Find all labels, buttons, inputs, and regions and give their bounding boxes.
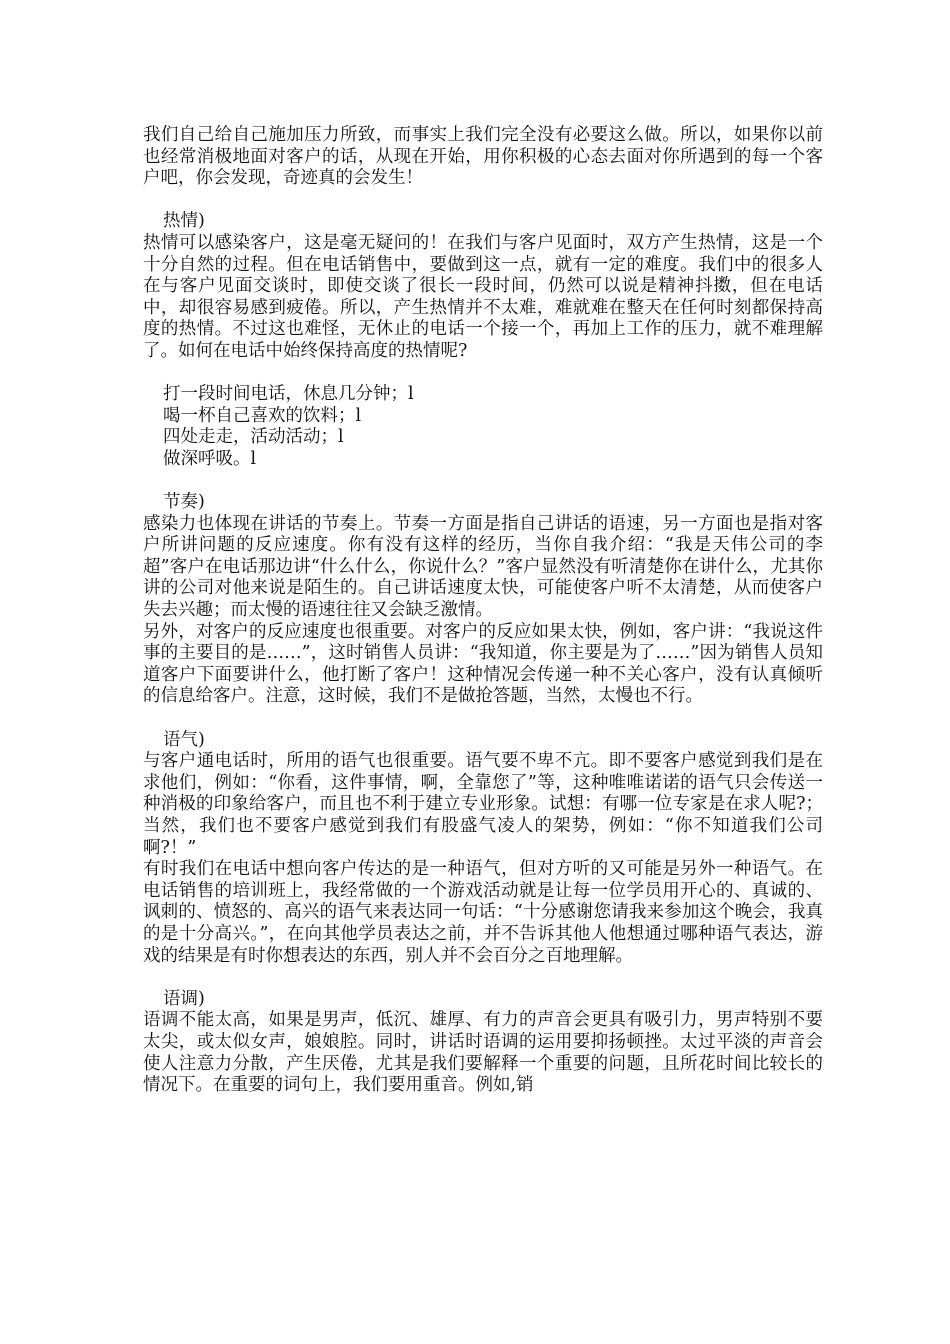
section-paragraph: 语调不能太高，如果是男声，低沉、雄厚、有力的声音会更具有吸引力，男声特别不要太尖，或太似女声，娘娘腔。同时，讲话时语调的运用要抑扬顿挫。太过平淡的声音会使人注意力分散，产生厌倦，尤其是我们要解释一个重要的问题，且所花时间比较长的情况下。在重要的词句上，我们要用重音。例如,销	[143, 1010, 823, 1096]
list-item: 打一段时间电话，休息几分钟；l	[163, 384, 414, 405]
section-heading: 语气)	[163, 729, 205, 750]
tips-list	[143, 384, 823, 470]
section-paragraph: 感染力也体现在讲话的节奏上。节奏一方面是指自己讲话的语速，另一方面也是指对客户所讲问题的反应速度。你有没有这样的经历，当你自我介绍：“我是天伟公司的李超”客户在电话那边讲“什么什么，你说什么？”客户显然没有听清楚你在讲什么，尤其你讲的公司对他来说是陌生的。自己讲话速度太快，可能使客户听不太清楚，从而使客户失去兴趣；而太慢的语速往往又会缺乏激情。	[143, 513, 823, 621]
section-paragraph: 另外，对客户的反应速度也很重要。对客户的反应如果太快，例如，客户讲：“我说这件事的主要目的是……”，这时销售人员讲：“我知道，你主要是为了……”因为销售人员知道客户下面要讲什么，他打断了客户！这种情况会传递一种不关心客户，没有认真倾听的信息给客户。注意，这时候，我们不是做抢答题，当然，太慢也不行。	[143, 621, 823, 707]
list-item: 做深呼吸。l	[163, 448, 257, 469]
section-heading: 节奏)	[163, 492, 205, 513]
section-paragraph: 热情可以感染客户，这是毫无疑问的！在我们与客户见面时，双方产生热情，这是一个十分自然的过程。但在电话销售中，要做到这一点，就有一定的难度。我们中的很多人在与客户见面交谈时，即使交谈了很长一段时间，仍然可以说是精神抖擞，但在电话中，却很容易感到疲倦。所以，产生热情并不太难，难就难在整天在任何时刻都保持高度的热情。不过这也难怪，无休止的电话一个接一个，再加上工作的压力，就不难理解了。如何在电话中始终保持高度的热情呢?	[143, 232, 823, 361]
section-heading: 热情)	[163, 211, 205, 232]
section-tone	[143, 730, 823, 968]
list-item: 四处走走，活动活动；l	[163, 427, 344, 448]
intro-paragraph: 我们自己给自己施加压力所致，而事实上我们完全没有必要这么做。所以，如果你以前也经常消极地面对客户的话，从现在开始，用你积极的心态去面对你所遇到的每一个客户吧，你会发现，奇迹真的会发生！	[143, 125, 823, 189]
document-page	[143, 125, 823, 1097]
section-rhythm	[143, 492, 823, 708]
list-item: 喝一杯自己喜欢的饮料；l	[163, 405, 362, 426]
section-intonation	[143, 989, 823, 1097]
section-heading: 语调)	[163, 988, 205, 1009]
section-paragraph: 有时我们在电话中想向客户传达的是一种语气，但对方听的又可能是另外一种语气。在电话销售的培训班上，我经常做的一个游戏活动就是让每一位学员用开心的、真诚的、讽刺的、愤怒的、高兴的语气来表达同一句话：“十分感谢您请我来参加这个晚会，我真的是十分高兴。”，在向其他学员表达之前，并不告诉其他人他想通过哪种语气表达，游戏的结果是有时你想表达的东西，别人并不会百分之百地理解。	[143, 859, 823, 966]
section-paragraph: 与客户通电话时，所用的语气也很重要。语气要不卑不亢。即不要客户感觉到我们是在求他们，例如：“你看，这件事情，啊，全靠您了”等，这种唯唯诺诺的语气只会传送一种消极的印象给客户，而且也不利于建立专业形象。试想：有哪一位专家是在求人呢?；当然，我们也不要客户感觉到我们有股盛气凌人的架势，例如：“你不知道我们公司啊?！”	[143, 751, 823, 858]
section-enthusiasm	[143, 211, 823, 470]
